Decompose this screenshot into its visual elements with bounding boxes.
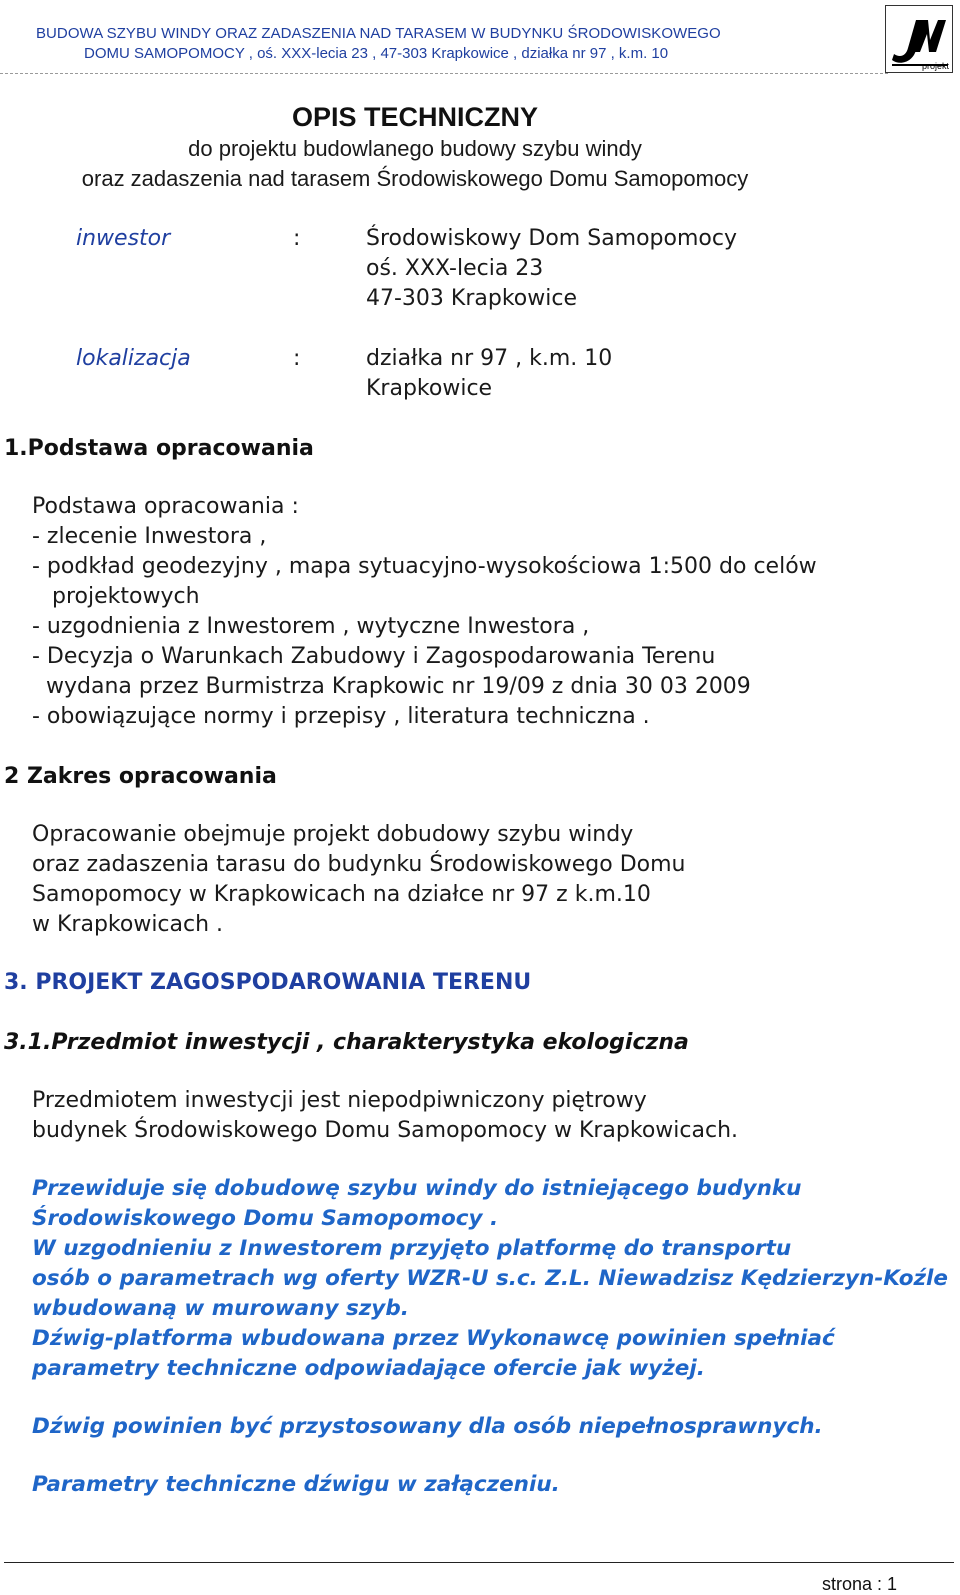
section-1-line: - uzgodnienia z Inwestorem , wytyczne Inwestora , [32, 614, 590, 639]
document-title: OPIS TECHNICZNY [291, 102, 539, 132]
location-colon: : [293, 346, 301, 371]
section-3-note: Dźwig-platforma wbudowana przez Wykonawcę powinien spełniać [32, 1326, 835, 1351]
header-divider [0, 73, 888, 74]
section-1-line: Podstawa opracowania : [32, 494, 299, 519]
header-line-2: DOMU SAMOPOMOCY , oś. XXX-lecia 23 , 47-303 Krapkowice , działka nr 97 , k.m. 10 [84, 45, 669, 62]
document-subtitle-1: do projektu budowlanego budowy szybu windy [188, 136, 642, 161]
document-subtitle-2: oraz zadaszenia nad tarasem Środowiskowego Domu Samopomocy [81, 166, 749, 191]
section-1-line: - Decyzja o Warunkach Zabudowy i Zagospodarowania Terenu [32, 644, 716, 669]
section-3-note: W uzgodnieniu z Inwestorem przyjęto platformę do transportu [32, 1236, 792, 1261]
investor-line: oś. XXX-lecia 23 [366, 256, 544, 281]
header-line-1: BUDOWA SZYBU WINDY ORAZ ZADASZENIA NAD TARASEM W BUDYNKU ŚRODOWISKOWEGO [36, 25, 721, 42]
section-3-note: Dźwig powinien być przystosowany dla osób niepełnosprawnych. [32, 1414, 823, 1439]
section-3-line: budynek Środowiskowego Domu Samopomocy w Krapkowicach. [32, 1118, 739, 1143]
section-3-1-heading: 3.1.Przedmiot inwestycji , charakterystyka ekologiczna [4, 1030, 689, 1055]
section-3-note: wbudowaną w murowany szyb. [32, 1296, 409, 1321]
section-2-line: Opracowanie obejmuje projekt dobudowy szybu windy [32, 822, 634, 847]
section-2-line: Samopomocy w Krapkowicach na działce nr 97 z k.m.10 [32, 882, 651, 907]
section-1-line: wydana przez Burmistrza Krapkowic nr 19/09 z dnia 30 03 2009 [46, 674, 751, 699]
location-label: lokalizacja [76, 346, 191, 371]
section-3-note: Środowiskowego Domu Samopomocy . [32, 1206, 499, 1231]
section-3-line: Przedmiotem inwestycji jest niepodpiwniczony piętrowy [32, 1088, 647, 1113]
document-header [36, 24, 836, 64]
section-3-note: parametry techniczne odpowiadające ofercie jak wyżej. [32, 1356, 705, 1381]
company-logo [885, 5, 953, 73]
footer-divider [4, 1562, 954, 1563]
logo-caption: projekt [921, 61, 949, 71]
section-3-note: Przewiduje się dobudowę szybu windy do istniejącego budynku [32, 1176, 802, 1201]
investor-line: Środowiskowy Dom Samopomocy [366, 226, 737, 251]
investor-line: 47-303 Krapkowice [366, 286, 577, 311]
location-line: Krapkowice [366, 376, 493, 401]
section-2-line: w Krapkowicach . [32, 912, 224, 937]
investor-label: inwestor [76, 226, 171, 251]
page-number: strona : 1 [822, 1574, 898, 1594]
section-1-line: - zlecenie Inwestora , [32, 524, 267, 549]
section-1-heading: 1.Podstawa opracowania [4, 436, 314, 461]
section-1-line: - podkład geodezyjny , mapa sytuacyjno-wysokościowa 1:500 do celów [32, 554, 817, 579]
section-1-line: projektowych [52, 584, 200, 609]
location-line: działka nr 97 , k.m. 10 [366, 346, 613, 371]
section-2-heading: 2 Zakres opracowania [4, 764, 277, 789]
investor-colon: : [293, 226, 301, 251]
section-2-line: oraz zadaszenia tarasu do budynku Środowiskowego Domu [32, 852, 686, 877]
section-3-heading: 3. PROJEKT ZAGOSPODAROWANIA TERENU [4, 970, 532, 995]
section-1-line: - obowiązujące normy i przepisy , literatura techniczna . [32, 704, 650, 729]
section-3-note: osób o parametrach wg oferty WZR-U s.c. Z.L. Niewadzisz Kędzierzyn-Koźle [32, 1266, 948, 1291]
section-3-note: Parametry techniczne dźwigu w załączeniu. [32, 1472, 560, 1497]
